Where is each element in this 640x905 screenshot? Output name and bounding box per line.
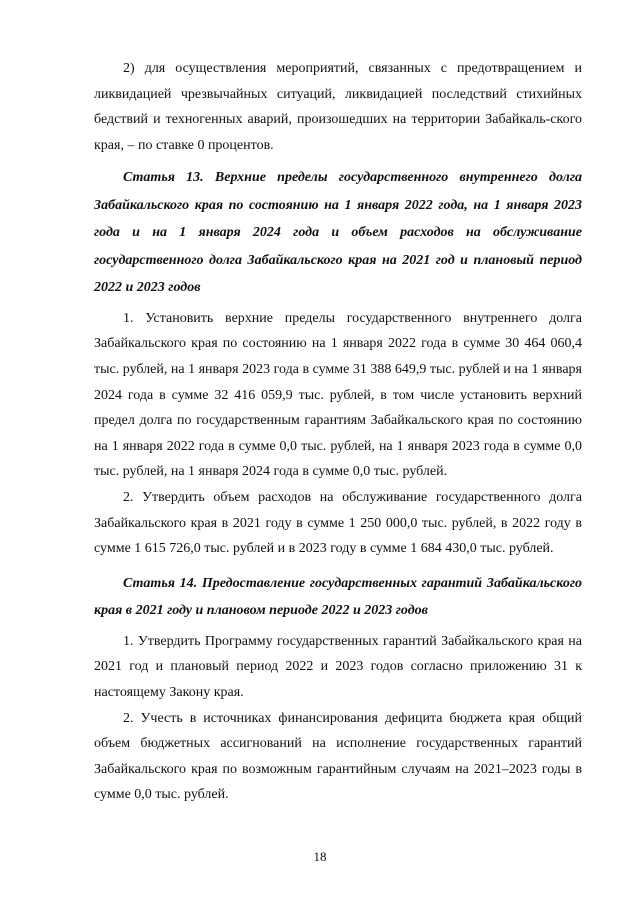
article14-heading: Статья 14. Предоставление государственных гарантий Забайкальского края в 2021 году и плановом периоде 2022 и 2023 годов	[94, 575, 582, 619]
article14-item2-paragraph: 2. Учесть в источниках финансирования дефицита бюджета края общий объем бюджетных ассигнований на исполнение государственных гарантий Забайкальского края по возможным гарантийным случаям на 2021–2023 годы в сумме 0,0 тыс. рублей.	[94, 710, 582, 803]
page-number: 18	[313, 849, 327, 864]
article13-item2-paragraph: 2. Утвердить объем расходов на обслуживание государственного долга Забайкальского края в 2021 году в сумме 1 250 000,0 тыс. рублей, в 2022 году в сумме 1 615 726,0 тыс. рублей и в 2023 году в сумме 1 684 430,0 тыс. рублей.	[94, 490, 582, 557]
document-page	[94, 56, 582, 808]
article12-item2-paragraph: 2) для осуществления мероприятий, связанных с предотвращением и ликвидацией чрезвычайных ситуаций, ликвидацией последствий стихийных бедствий и техногенных аварий, произошедших на территории Забайкаль-ского края, – по ставке 0 процентов.	[94, 61, 582, 153]
article13-item1-paragraph: 1. Установить верхние пределы государственного внутреннего долга Забайкальского края по состоянию на 1 января 2022 года в сумме 30 464 060,4 тыс. рублей, на 1 января 2023 года в сумме 31 388 649,9 тыс. рублей и на 1 января 2024 года в сумме 32 416 059,9 тыс. рублей, в том числе установить верхний предел долга по государственным гарантиям Забайкальского края по состоянию на 1 января 2022 года в сумме 0,0 тыс. рублей, на 1 января 2023 года в сумме 0,0 тыс. рублей, на 1 января 2024 года в сумме 0,0 тыс. рублей.	[94, 310, 582, 480]
article13-heading: Статья 13. Верхние пределы государственного внутреннего долга Забайкальского края по состоянию на 1 января 2022 года, на 1 января 2023 года и на 1 января 2024 года и объем расходов на обслуживание государственного долга Забайкальского края на 2021 год и плановый период 2022 и 2023 годов	[94, 170, 582, 296]
article14-item1-paragraph: 1. Утвердить Программу государственных гарантий Забайкальского края на 2021 год и плановый период 2022 и 2023 годов согласно приложению 31 к настоящему Закону края.	[94, 633, 582, 700]
